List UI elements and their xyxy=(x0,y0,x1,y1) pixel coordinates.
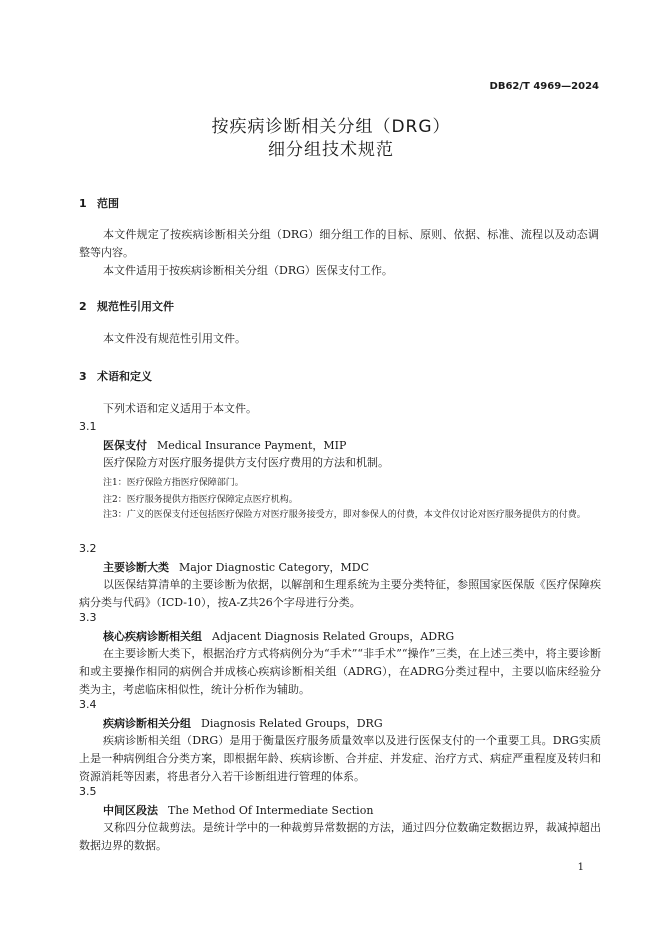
section-1-number: 1 xyxy=(79,197,87,210)
term-note: 注2：医疗服务提供方指医疗保障定点医疗机构。 xyxy=(103,495,298,505)
term-note: 注3：广义的医保支付还包括医疗保险方对医疗服务接受方，即对参保人的付费，本文件仅讨论对医疗服务提供方的付费。 xyxy=(103,510,586,520)
term-clause-number: 3.3 xyxy=(79,611,97,624)
term-english-name: Medical Insurance Payment，MIP xyxy=(157,439,347,452)
term-definition: 以医保结算清单的主要诊断为依据，以解剖和生理系统为主要分类特征，参照国家医保版《医疗保障疾病分类与代码》（ICD-10），按A-Z共26个字母进行分类。 xyxy=(79,578,601,609)
section-2-number: 2 xyxy=(79,300,87,313)
section-3-title: 术语和定义 xyxy=(97,370,152,383)
term-title xyxy=(103,802,373,818)
section-2-paragraph-1: 本文件没有规范性引用文件。 xyxy=(103,332,246,345)
term-title xyxy=(103,437,346,453)
term-title xyxy=(103,559,369,575)
term-definition: 医疗保险方对医疗服务提供方支付医疗费用的方法和机制。 xyxy=(103,456,389,469)
term-chinese-name: 主要诊断大类 xyxy=(103,561,169,574)
term-english-name: Adjacent Diagnosis Related Groups，ADRG xyxy=(212,630,455,643)
section-1-heading xyxy=(79,195,119,211)
section-3-number: 3 xyxy=(79,370,87,383)
section-2-heading xyxy=(79,298,174,314)
term-chinese-name: 疾病诊断相关分组 xyxy=(103,717,191,730)
section-1-paragraph-1: 本文件规定了按疾病诊断相关分组（DRG）细分组工作的目标、原则、依据、标准、流程以及动态调整等内容。 xyxy=(79,228,599,259)
section-3-intro: 下列术语和定义适用于本文件。 xyxy=(103,402,257,415)
term-chinese-name: 核心疾病诊断相关组 xyxy=(103,630,202,643)
term-clause-number: 3.1 xyxy=(79,420,97,433)
term-definition: 又称四分位裁剪法。是统计学中的一种裁剪异常数据的方法，通过四分位数确定数据边界，裁减掉超出数据边界的数据。 xyxy=(79,821,601,852)
standard-code: DB62/T 4969—2024 xyxy=(489,81,599,92)
document-title-line2: 细分组技术规范 xyxy=(268,140,394,160)
term-definition: 疾病诊断相关组（DRG）是用于衡量医疗服务质量效率以及进行医保支付的一个重要工具。DRG实质上是一种病例组合分类方案，即根据年龄、疾病诊断、合并症、并发症、治疗方式、病症严重程度及转归和资源消耗等因素，将患者分入若干诊断组进行管理的体系。 xyxy=(79,734,601,783)
term-clause-number: 3.2 xyxy=(79,542,97,555)
term-title xyxy=(103,628,454,644)
term-clause-number: 3.4 xyxy=(79,698,97,711)
section-2-title: 规范性引用文件 xyxy=(97,300,174,313)
section-1-title: 范围 xyxy=(97,197,119,210)
section-3-heading xyxy=(79,368,152,384)
section-1-paragraph-2: 本文件适用于按疾病诊断相关分组（DRG）医保支付工作。 xyxy=(103,264,393,277)
term-clause-number: 3.5 xyxy=(79,785,97,798)
term-title xyxy=(103,715,383,731)
document-title-line1: 按疾病诊断相关分组（DRG） xyxy=(211,117,451,137)
term-english-name: Diagnosis Related Groups，DRG xyxy=(201,717,383,730)
term-definition: 在主要诊断大类下，根据治疗方式将病例分为“手术”“非手术”“操作”三类，在上述三类中，将主要诊断和或主要操作相同的病例合并成核心疾病诊断相关组（ADRG），在ADRG分类过程中，主要以临床经验分类为主，考虑临床相似性，统计分析作为辅助。 xyxy=(79,647,601,696)
page-number: 1 xyxy=(577,862,584,873)
term-english-name: Major Diagnostic Category，MDC xyxy=(179,561,370,574)
term-note: 注1：医疗保险方指医疗保障部门。 xyxy=(103,478,244,488)
term-english-name: The Method Of Intermediate Section xyxy=(168,804,374,817)
term-chinese-name: 医保支付 xyxy=(103,439,147,452)
term-chinese-name: 中间区段法 xyxy=(103,804,158,817)
